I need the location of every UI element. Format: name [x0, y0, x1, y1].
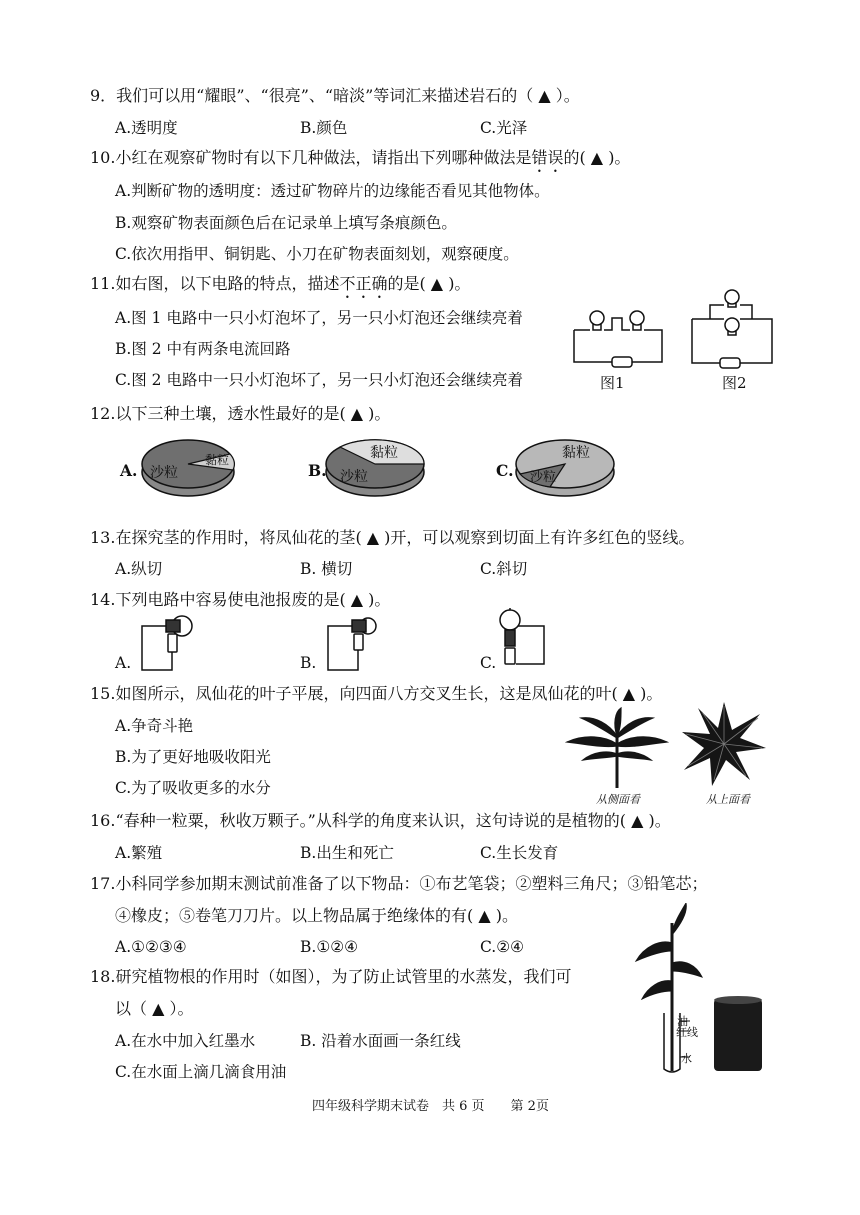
soil-c-sand-label: 沙粒 [530, 470, 557, 485]
q13-option-b: B. 横切 [300, 560, 353, 578]
q17-stem-line-1: 17.小科同学参加期末测试前准备了以下物品：①布艺笔袋；②塑料三角尺；③铅笔芯； [90, 874, 708, 893]
q18-option-b: B. 沿着水面画一条红线 [300, 1032, 461, 1050]
q16-option-c: C.生长发育 [480, 844, 559, 862]
q14-option-b: B. [300, 654, 317, 672]
q11-option-c: C.图 2 电路中一只小灯泡坏了，另一只小灯泡还会继续亮着 [115, 371, 523, 389]
q11-stem-pre: 11.如右图，以下电路的特点，描述 [90, 274, 340, 293]
q10-stem-post: 的( ▲ )。 [563, 148, 631, 167]
q17-stem-line-2: ④橡皮；⑤卷笔刀刀片。以上物品属于绝缘体的有( ▲ )。 [115, 906, 518, 925]
q14-circuit-c [494, 606, 550, 674]
q15-stem: 15.如图所示，凤仙花的叶子平展，向四面八方交叉生长，这是凤仙花的叶( ▲ )。 [90, 684, 663, 703]
q14-stem: 14.下列电路中容易使电池报废的是( ▲ )。 [90, 590, 391, 609]
soil-a-letter: A. [120, 461, 138, 480]
q17-option-b: B.①②④ [300, 938, 359, 956]
q17-option-a: A.①②③④ [115, 938, 187, 956]
soil-b-letter: B. [308, 461, 327, 480]
q11-stem [90, 273, 470, 302]
soil-c-letter: C. [496, 461, 514, 480]
q10-option-a: A.判断矿物的透明度：透过矿物碎片的边缘能否看见其他物体。 [115, 182, 550, 200]
q15-option-b: B.为了更好地吸收阳光 [115, 748, 271, 766]
figure-1-label: 图1 [600, 374, 625, 392]
q15-option-a: A.争奇斗艳 [115, 717, 194, 735]
q10-option-c: C.依次用指甲、铜钥匙、小刀在矿物表面刻划，观察硬度。 [115, 245, 519, 263]
q9-option-a: A.透明度 [115, 119, 178, 137]
q13-stem: 13.在探究茎的作用时，将凤仙花的茎( ▲ )开，可以观察到切面上有许多红色的竖线。 [90, 528, 695, 547]
q9-option-b: B.颜色 [300, 119, 348, 137]
soil-b-sand-label: 沙粒 [340, 469, 368, 485]
q16-stem: 16.“春种一粒粟，秋收万颗子。”从科学的角度来认识，这句诗说的是植物的( ▲ )。 [90, 811, 671, 830]
q16-option-a: A.繁殖 [115, 844, 163, 862]
water-label: 水 [681, 1052, 692, 1065]
q11-stem-emphasis: 不正确 [339, 274, 388, 293]
q16-option-b: B.出生和死亡 [300, 844, 394, 862]
top-view-label: 从上面看 [706, 793, 750, 806]
q10-stem-emphasis: 错误 [531, 148, 564, 167]
plant-side-view-image [565, 706, 669, 790]
plant-in-test-tube-figure [630, 903, 770, 1073]
q13-option-c: C.斜切 [480, 560, 528, 578]
q18-stem-line-2: 以（ ▲ ）。 [115, 999, 194, 1018]
side-view-label: 从侧面看 [596, 793, 640, 806]
q14-circuit-a [136, 612, 198, 674]
q18-option-c: C.在水面上滴几滴食用油 [115, 1063, 287, 1081]
red-line-label: 红线 [676, 1026, 698, 1039]
q11-option-a: A.图 1 电路中一只小灯泡坏了，另一只小灯泡还会继续亮着 [115, 309, 523, 327]
page-footer: 四年级科学期末试卷 共 6 页 第 2页 [312, 1099, 549, 1114]
figure-2-label: 图2 [722, 374, 747, 392]
q14-option-c: C. [480, 654, 497, 672]
q9-stem: 9．我们可以用“耀眼”、“很亮”、“暗淡”等词汇来描述岩石的（ ▲ ）。 [90, 86, 580, 105]
q9-option-c: C.光泽 [480, 119, 528, 137]
q11-stem-post: 的是( ▲ )。 [387, 274, 471, 293]
soil-c-clay-label: 黏粒 [562, 445, 590, 461]
q18-option-a: A.在水中加入红墨水 [115, 1032, 256, 1050]
series-circuit-figure [572, 300, 664, 370]
soil-a-sand-label: 沙粒 [150, 465, 178, 481]
q12-stem: 12.以下三种土壤，透水性最好的是( ▲ )。 [90, 404, 391, 423]
parallel-circuit-figure [690, 287, 774, 371]
q10-stem-pre: 10.小红在观察矿物时有以下几种做法，请指出下列哪种做法是 [90, 148, 532, 167]
q17-option-c: C.②④ [480, 938, 525, 956]
q10-option-b: B.观察矿物表面颜色后在记录单上填写条痕颜色。 [115, 214, 457, 232]
q15-option-c: C.为了吸收更多的水分 [115, 779, 271, 797]
q18-stem-line-1: 18.研究植物根的作用时（如图），为了防止试管里的水蒸发，我们可 [90, 967, 572, 986]
plant-top-view-image [680, 700, 768, 788]
oil-label: 油 [677, 1015, 688, 1028]
q11-option-b: B.图 2 中有两条电流回路 [115, 340, 291, 358]
q14-circuit-b [320, 612, 382, 674]
q14-option-a: A. [115, 654, 132, 672]
q13-option-a: A.纵切 [115, 560, 163, 578]
soil-a-clay-label: 黏粒 [205, 453, 230, 467]
q10-stem [90, 147, 630, 176]
soil-b-clay-label: 黏粒 [370, 445, 398, 461]
